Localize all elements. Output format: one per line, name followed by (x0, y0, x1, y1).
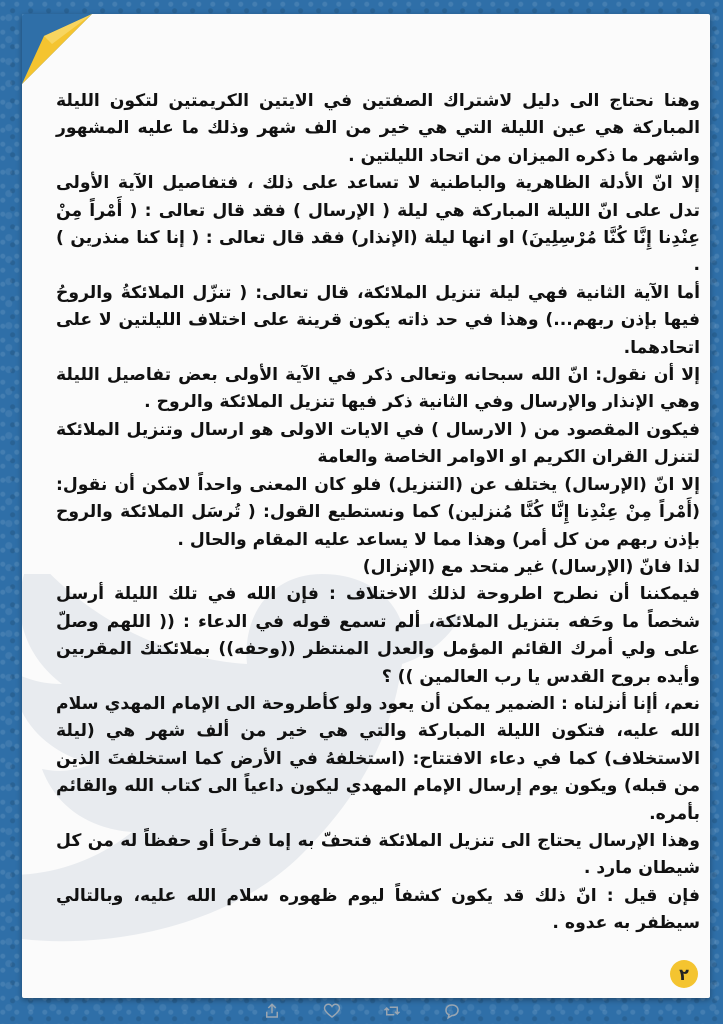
paragraph: وهنا نحتاج الى دليل لاشتراك الصفتين في الايتين الكريمتين لتكون الليلة المباركة هي عين الليلة التي هي خير من الف شهر وذلك ما عليه المشهور واشهر ما ذكره الميزان من اتحاد الليلتين . (56, 91, 700, 166)
paragraph: أما الآية الثانية فهي ليلة تنزيل الملائكة، قال تعالى: ( تنزّل الملائكةُ والروحُ فيها بإذن ربهم...) وهذا في حد ذاته يكون قرينة على اختلاف الليلتين لا على اتحادهما. (56, 282, 700, 358)
paragraph: نعم، أإنا أنزلناه : الضمير يمكن أن يعود ولو كأطروحة الى الإمام المهدي سلام الله عليه، فتكون الليلة المباركة والتي هي خير من ألف شهر هي (ليلة الاستخلاف) كما في دعاء الافتتاح: (استخلفهُ في الأرض كما استخلفتَ الذين من قبله) ويكون يوم إرسال الإمام المهدي ليكون داعياً الى كتاب الله والقائم بأمره. (56, 693, 700, 824)
retweet-icon[interactable] (383, 1002, 401, 1020)
paragraph: إلا أن نقول: انّ الله سبحانه وتعالى ذكر في الآية الأولى بعض تفاصيل الليلة وهي الإنذار والإرسال وفي الثانية ذكر فيها تنزيل الملائكة والروح . (56, 365, 700, 413)
paragraph: إلا انّ (الإرسال) يختلف عن (التنزيل) فلو كان المعنى واحداً لامكن أن نقول: (أَمْراً مِنْ عِنْدِنا إِنَّا كُنَّا مُنزلين) كما ونستطيع القول: ( تُرسَل الملائكة والروح بإذن ربهم من كل أمر) وهذا مما لا يساعد عليه المقام والحال . (56, 474, 700, 550)
paragraph: فيكون المقصود من ( الارسال ) في الايات الاولى هو ارسال وتنزيل الملائكة لتنزل القران الكريم او الاوامر الخاصة والعامة (56, 419, 700, 468)
paragraph: فيمكننا أن نطرح اطروحة لذلك الاختلاف : فإن الله في تلك الليلة أرسل شخصاً ما وحَفه بتنزيل الملائكة، ألم تسمع قوله في الدعاء : (( اللهم وصلّ على ولي أمرك القائم المؤمل والعدل المنتظر ((وحفه)) بملائكتك المقربين وأيده بروح القدس يا رب العالمين )) ؟ (56, 584, 700, 687)
reply-icon[interactable] (443, 1002, 461, 1020)
paragraph: وهذا الإرسال يحتاج الى تنزيل الملائكة فتحفّ به إما فرحاً أو حفظاً له من كل شيطان مارد . (56, 830, 700, 879)
folded-corner-icon (22, 14, 92, 84)
paragraph: فإن قيل : انّ ذلك قد يكون كشفاً ليوم ظهوره سلام الله عليه، وبالتالي سيظفر به عدوه . (56, 885, 700, 934)
article-text (56, 88, 700, 938)
share-icon[interactable] (263, 1002, 281, 1020)
document-page (22, 14, 710, 998)
paragraph: لذا فانّ (الإرسال) غير متحد مع (الإنزال) (362, 556, 700, 577)
like-icon[interactable] (323, 1002, 341, 1020)
paragraph: إلا انّ الأدلة الظاهرية والباطنية لا تساعد على ذلك ، فتفاصيل الآية الأولى تدل على انّ الليلة المباركة هي ليلة ( الإرسال ) فقد قال تعالى : ( أَمْراً مِنْ عِنْدِنا إِنَّا كُنَّا مُرْسِلِينَ) او انها ليلة (الإنذار) فقد قال تعالى : ( إنا كنا منذرين ) . (56, 173, 700, 276)
page-number-badge: ٢ (670, 960, 698, 988)
tweet-action-bar (0, 998, 723, 1024)
